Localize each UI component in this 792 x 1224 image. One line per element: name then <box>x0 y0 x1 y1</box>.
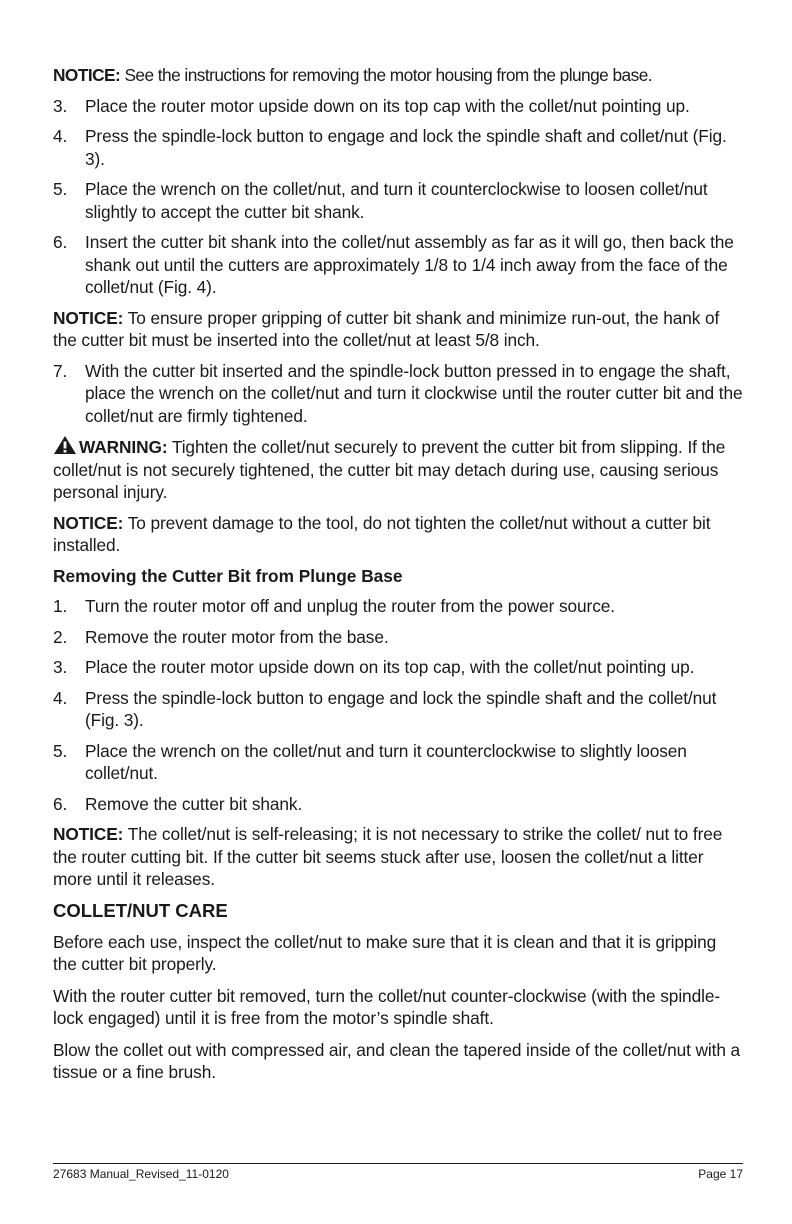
warning-block <box>53 435 743 504</box>
step-number: 6. <box>53 232 68 252</box>
list-item <box>53 125 743 170</box>
step-number: 4. <box>53 126 68 146</box>
notice-text: See the instructions for removing the motor housing from the plunge base. <box>120 65 653 85</box>
notice-label: NOTICE: <box>53 65 121 85</box>
step-text: Place the router motor upside down on its top cap with the collet/nut pointing up. <box>85 95 690 116</box>
footer-doc-id: 27683 Manual_Revised_11-0120 <box>53 1167 229 1181</box>
step-number: 6. <box>53 793 68 814</box>
notice-text: The collet/nut is self-releasing; it is not necessary to strike the collet/ nut to free the router cutting bit. If the cutter bit seems stuck after use, loosen the collet/nut a litter more until it releases. <box>53 824 723 889</box>
notice-text: To ensure proper gripping of cutter bit shank and minimize run-out, the hank of the cutter bit must be inserted into the collet/nut at least 5/8 inch. <box>53 307 720 350</box>
notice-self-releasing <box>53 823 743 891</box>
step-number: 4. <box>53 687 68 708</box>
remove-steps-list <box>53 595 743 815</box>
step-number: 5. <box>53 740 68 761</box>
step-number: 7. <box>53 360 68 381</box>
warning-triangle-icon <box>53 435 77 455</box>
step-text: Remove the router motor from the base. <box>85 626 389 647</box>
manual-page <box>53 64 743 1093</box>
footer-page-number: Page 17 <box>698 1167 743 1181</box>
notice-no-bit <box>53 512 743 557</box>
list-item <box>53 595 743 618</box>
notice-remove-motor <box>53 64 743 87</box>
list-item <box>53 793 743 816</box>
list-item <box>53 656 743 679</box>
list-item <box>53 95 743 118</box>
step-number: 5. <box>53 179 68 199</box>
step-text: Place the router motor upside down on its top cap, with the collet/nut pointing up. <box>85 657 695 677</box>
step-text: Turn the router motor off and unplug the router from the power source. <box>85 596 615 616</box>
care-heading: COLLET/NUT CARE <box>53 899 228 921</box>
care-paragraph: With the router cutter bit removed, turn the collet/nut counter-clockwise (with the spindle-lock engaged) until it is free from the motor’s spindle shaft. <box>53 985 720 1028</box>
page-footer <box>53 1163 743 1181</box>
step-text: Place the wrench on the collet/nut, and turn it counterclockwise to loosen collet/nut slightly to accept the cutter bit shank. <box>85 179 708 222</box>
warning-text: Tighten the collet/nut securely to prevent the cutter bit from slipping. If the collet/nut is not securely tightened, the cutter bit may detach during use, causing serious personal injury. <box>53 437 726 502</box>
removing-heading: Removing the Cutter Bit from Plunge Base <box>53 565 403 586</box>
step-number: 2. <box>53 626 68 647</box>
list-item <box>53 687 743 732</box>
list-item <box>53 740 743 785</box>
step-text: Remove the cutter bit shank. <box>85 793 303 814</box>
step-text: Insert the cutter bit shank into the collet/nut assembly as far as it will go, then back the shank out until the cutters are approximately 1/8 to 1/4 inch away from the face of the collet/nut (Fig. 4). <box>85 232 734 297</box>
notice-text: To prevent damage to the tool, do not tighten the collet/nut without a cutter bit installed. <box>53 512 711 555</box>
step-number: 3. <box>53 95 68 116</box>
notice-label: NOTICE: <box>53 512 124 533</box>
step-text: Press the spindle-lock button to engage and lock the spindle shaft and the collet/nut (Fig. 3). <box>85 687 717 730</box>
step-text: Place the wrench on the collet/nut and turn it counterclockwise to slightly loosen collet/nut. <box>85 740 687 783</box>
step-number: 3. <box>53 657 68 677</box>
notice-label: NOTICE: <box>53 307 124 328</box>
care-paragraph: Blow the collet out with compressed air, and clean the tapered inside of the collet/nut with a tissue or a fine brush. <box>53 1039 741 1082</box>
notice-gripping <box>53 307 743 352</box>
step-text: Press the spindle-lock button to engage and lock the spindle shaft and collet/nut (Fig. 3). <box>85 126 727 169</box>
step-text: With the cutter bit inserted and the spindle-lock button pressed in to engage the shaft, place the wrench on the collet/nut and turn it clockwise until the router cutter bit and the collet/nut are firmly tightened. <box>85 360 743 426</box>
notice-label: NOTICE: <box>53 824 124 844</box>
list-item <box>53 360 743 428</box>
list-item <box>53 626 743 649</box>
warning-label: WARNING: <box>79 437 168 457</box>
install-steps-list-continued <box>53 360 743 428</box>
install-steps-list <box>53 95 743 299</box>
care-paragraph: Before each use, inspect the collet/nut to make sure that it is clean and that it is gripping the cutter bit properly. <box>53 931 717 974</box>
list-item <box>53 178 743 223</box>
step-number: 1. <box>53 596 68 616</box>
list-item <box>53 231 743 299</box>
